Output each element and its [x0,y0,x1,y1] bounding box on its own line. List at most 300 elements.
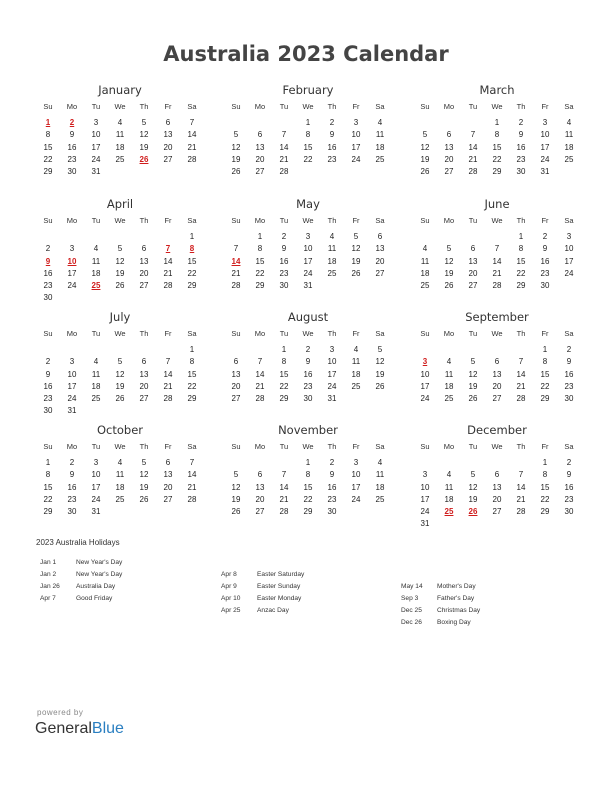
day-cell: 31 [303,281,313,291]
day-cell: 5 [422,130,428,140]
weekday-label: Tu [468,102,478,111]
day-cell: 28 [255,394,265,404]
day-cell: 5 [117,357,123,367]
weekday-label: Sa [187,216,197,225]
day-cell: 14 [163,369,173,379]
week-row [36,469,204,481]
day-cell: 16 [279,256,289,266]
day-cell: 2 [69,458,75,467]
empty-day-cell [60,344,84,356]
day-cell: 1 [305,118,311,127]
day-cell: 18 [375,142,385,152]
day-cell: 10 [351,470,361,480]
day-cell: 2 [45,357,51,367]
day-cell: 7 [233,244,239,254]
holiday-name: Australia Day [76,583,116,590]
day-cell: 5 [353,232,359,241]
weekday-label: Sa [187,442,197,451]
day-cell: 12 [444,256,454,266]
empty-day-cell [156,405,180,417]
empty-day-cell [368,280,392,292]
day-cell: 1 [542,458,548,467]
empty-day-cell [368,506,392,518]
empty-day-cell [224,344,248,356]
holiday-item [221,605,304,617]
week-row [224,243,392,255]
day-cell: 14 [516,369,526,379]
day-cell: 11 [351,357,361,367]
empty-day-cell [132,344,156,356]
holiday-name: Good Friday [76,595,113,602]
holiday-date: Jan 1 [40,559,57,566]
day-cell: 28 [516,507,526,517]
day-cell: 6 [377,232,383,241]
day-cell: 17 [303,256,313,266]
week-row [224,268,392,280]
day-cell: 26 [139,154,149,164]
day-cell: 3 [69,357,75,367]
day-cell: 22 [43,154,53,164]
week-row [224,166,392,178]
day-cell: 11 [444,369,454,379]
empty-day-cell [413,117,437,129]
weekday-label: We [302,216,314,225]
week-row [224,494,392,506]
day-cell: 8 [542,470,548,480]
weekday-label: Tu [279,329,289,338]
day-cell: 2 [329,118,335,127]
holiday-date: Apr 8 [221,571,237,578]
month-name: January [98,83,142,97]
empty-day-cell [509,344,533,356]
day-cell: 7 [470,130,476,140]
day-cell: 16 [516,142,526,152]
holiday-name: Easter Monday [257,595,302,602]
day-cell: 21 [516,494,526,504]
day-cell: 31 [327,394,337,404]
day-cell: 20 [375,256,385,266]
week-row [413,381,581,393]
day-cell: 6 [494,357,500,367]
day-cell: 24 [91,154,101,164]
day-cell: 15 [303,142,313,152]
day-cell: 29 [492,167,502,177]
empty-day-cell [36,344,60,356]
empty-day-cell [132,506,156,518]
weekday-label: Tu [468,442,478,451]
day-cell: 10 [67,256,77,266]
weekday-label: Mo [254,102,266,111]
day-cell: 12 [375,357,385,367]
day-cell: 22 [303,154,313,164]
day-cell: 3 [542,118,548,127]
week-row [413,369,581,381]
weekday-label: Tu [91,442,101,451]
day-cell: 31 [540,167,550,177]
weekday-label: Th [139,216,149,225]
day-cell: 4 [377,118,383,127]
weekday-label: Fr [352,216,360,225]
day-cell: 27 [139,281,149,291]
day-cell: 9 [69,130,75,140]
month-october [36,422,204,518]
day-cell: 28 [187,154,197,164]
day-cell: 10 [420,369,430,379]
day-cell: 5 [446,244,452,254]
day-cell: 17 [91,142,101,152]
day-cell: 5 [470,357,476,367]
day-cell: 9 [518,130,524,140]
day-cell: 30 [303,394,313,404]
day-cell: 15 [187,369,197,379]
day-cell: 20 [492,381,502,391]
day-cell: 10 [91,470,101,480]
weekday-label: We [491,216,503,225]
week-row [224,142,392,154]
day-cell: 1 [518,232,524,241]
day-cell: 13 [492,482,502,492]
weekday-label: Su [420,102,430,111]
day-cell: 14 [516,482,526,492]
day-cell: 31 [91,507,101,517]
day-cell: 1 [45,458,51,467]
day-cell: 12 [420,142,430,152]
weekday-label: Sa [375,329,385,338]
day-cell: 3 [93,458,99,467]
day-cell: 9 [566,470,572,480]
weekday-label: Tu [91,329,101,338]
day-cell: 19 [139,482,149,492]
empty-day-cell [344,506,368,518]
day-cell: 12 [139,470,149,480]
weekday-label: Th [516,102,526,111]
day-cell: 31 [420,519,430,529]
day-cell: 10 [91,130,101,140]
day-cell: 2 [518,118,524,127]
day-cell: 14 [279,482,289,492]
weekday-label: Tu [279,102,289,111]
empty-day-cell [224,117,248,129]
weekday-label: Th [139,102,149,111]
day-cell: 9 [45,369,51,379]
day-cell: 28 [516,394,526,404]
day-cell: 22 [279,381,289,391]
week-row [36,243,204,255]
day-cell: 12 [468,482,478,492]
day-cell: 27 [139,394,149,404]
day-cell: 14 [187,470,197,480]
empty-day-cell [344,393,368,405]
weekday-label: Fr [352,102,360,111]
month-january [36,82,204,178]
day-cell: 20 [255,494,265,504]
week-row [413,231,581,243]
empty-day-cell [156,506,180,518]
week-row [36,129,204,141]
holiday-name: Anzac Day [257,607,289,614]
empty-day-cell [180,506,204,518]
day-cell: 4 [377,458,383,467]
weekday-label: Sa [187,102,197,111]
day-cell: 25 [91,281,101,291]
week-row [36,142,204,154]
weekday-header [36,215,204,229]
day-cell: 26 [375,381,385,391]
day-cell: 27 [492,507,502,517]
day-cell: 23 [516,154,526,164]
day-cell: 3 [329,345,335,354]
week-row [36,494,204,506]
day-cell: 15 [492,142,502,152]
week-row [413,457,581,469]
month-name: May [296,197,320,211]
day-cell: 14 [255,369,265,379]
empty-day-cell [461,457,485,469]
day-cell: 31 [67,406,77,416]
empty-day-cell [248,457,272,469]
day-cell: 22 [540,381,550,391]
weekday-label: We [491,102,503,111]
day-cell: 28 [231,281,241,291]
day-cell: 28 [279,507,289,517]
day-cell: 26 [231,507,241,517]
day-cell: 26 [444,281,454,291]
weekday-label: Su [420,442,430,451]
weekday-label: Fr [541,442,549,451]
week-row [36,457,204,469]
day-cell: 25 [115,494,125,504]
week-row [413,243,581,255]
day-cell: 17 [327,369,337,379]
day-cell: 8 [281,357,287,367]
day-cell: 4 [446,470,452,480]
day-cell: 20 [492,494,502,504]
weekday-label: Fr [541,102,549,111]
day-cell: 27 [444,167,454,177]
week-row [36,154,204,166]
day-cell: 15 [255,256,265,266]
weekday-label: We [114,102,126,111]
day-cell: 4 [117,458,123,467]
generalblue-logo[interactable] [35,720,124,738]
day-cell: 5 [233,470,239,480]
day-cell: 17 [91,482,101,492]
day-cell: 11 [444,482,454,492]
weekday-label: Mo [66,216,78,225]
day-cell: 18 [351,369,361,379]
day-cell: 27 [231,394,241,404]
empty-day-cell [533,518,557,530]
day-cell: 30 [516,167,526,177]
weekday-header [36,101,204,115]
month-name: June [484,197,510,211]
empty-day-cell [156,292,180,304]
day-cell: 18 [444,381,454,391]
empty-day-cell [344,166,368,178]
day-cell: 13 [444,142,454,152]
day-cell: 28 [279,167,289,177]
empty-day-cell [320,166,344,178]
day-cell: 16 [67,142,77,152]
empty-day-cell [368,166,392,178]
day-cell: 14 [163,256,173,266]
week-row [224,506,392,518]
day-cell: 1 [189,345,195,354]
day-cell: 21 [279,494,289,504]
month-december [413,422,581,531]
day-cell: 23 [67,154,77,164]
day-cell: 24 [564,268,574,278]
day-cell: 3 [353,118,359,127]
weekday-label: Th [327,329,337,338]
day-cell: 6 [141,357,147,367]
week-row [224,369,392,381]
day-cell: 5 [141,118,147,127]
day-cell: 2 [69,118,75,127]
empty-day-cell [108,344,132,356]
weekday-label: Su [231,102,241,111]
day-cell: 3 [353,458,359,467]
weekday-label: Su [43,442,53,451]
holiday-name: Father's Day [437,595,475,602]
day-cell: 27 [255,507,265,517]
weekday-label: Su [231,216,241,225]
empty-day-cell [485,457,509,469]
day-cell: 28 [468,167,478,177]
day-cell: 4 [353,345,359,354]
empty-day-cell [461,518,485,530]
holiday-date: Apr 25 [221,607,241,614]
day-cell: 29 [516,281,526,291]
day-cell: 24 [303,268,313,278]
weekday-label: We [491,329,503,338]
month-name: July [109,310,131,324]
day-cell: 22 [43,494,53,504]
weekday-label: We [491,442,503,451]
day-cell: 11 [91,256,101,266]
empty-day-cell [132,405,156,417]
empty-day-cell [272,117,296,129]
day-cell: 14 [492,256,502,266]
day-cell: 2 [45,244,51,254]
month-name: August [287,310,329,324]
empty-day-cell [84,231,108,243]
day-cell: 13 [468,256,478,266]
day-cell: 21 [163,268,173,278]
day-cell: 23 [43,394,53,404]
day-cell: 25 [115,154,125,164]
month-name: October [96,423,144,437]
weekday-label: Th [327,216,337,225]
weekday-header [224,328,392,342]
week-row [36,482,204,494]
empty-day-cell [108,166,132,178]
week-row [224,381,392,393]
day-cell: 10 [67,369,77,379]
week-row [413,506,581,518]
empty-day-cell [108,292,132,304]
weekday-label: Fr [164,329,172,338]
day-cell: 24 [67,394,77,404]
day-cell: 25 [91,394,101,404]
weekday-label: Fr [541,216,549,225]
day-cell: 28 [163,394,173,404]
weekday-label: Th [139,329,149,338]
day-cell: 15 [187,256,197,266]
weekday-label: Mo [443,442,455,451]
empty-day-cell [108,231,132,243]
weekday-header [224,215,392,229]
weekday-label: Mo [443,102,455,111]
empty-day-cell [224,231,248,243]
month-name: September [465,310,529,324]
day-cell: 8 [189,244,195,254]
day-cell: 5 [233,130,239,140]
day-cell: 30 [67,507,77,517]
month-name: February [282,83,334,97]
day-cell: 23 [279,268,289,278]
weekday-label: Tu [468,216,478,225]
day-cell: 19 [351,256,361,266]
day-cell: 9 [45,256,51,266]
day-cell: 2 [329,458,335,467]
week-row [224,129,392,141]
empty-day-cell [368,393,392,405]
holiday-name: Mother's Day [437,583,476,590]
empty-day-cell [224,457,248,469]
day-cell: 24 [420,394,430,404]
holidays-heading: 2023 Australia Holidays [36,538,120,547]
weekday-header [413,101,581,115]
day-cell: 21 [492,268,502,278]
week-row [413,469,581,481]
day-cell: 23 [327,494,337,504]
weekday-label: Tu [91,102,101,111]
day-cell: 15 [540,482,550,492]
day-cell: 22 [187,381,197,391]
weekday-label: Mo [254,442,266,451]
empty-day-cell [84,292,108,304]
day-cell: 20 [231,381,241,391]
day-cell: 29 [540,507,550,517]
day-cell: 12 [351,244,361,254]
day-cell: 4 [566,118,572,127]
holiday-date: Apr 9 [221,583,237,590]
empty-day-cell [485,344,509,356]
month-july [36,309,204,418]
day-cell: 16 [540,256,550,266]
day-cell: 13 [163,130,173,140]
holiday-column [401,581,480,629]
day-cell: 21 [516,381,526,391]
day-cell: 18 [375,482,385,492]
day-cell: 1 [542,345,548,354]
week-row [36,292,204,304]
empty-day-cell [180,166,204,178]
month-november [224,422,392,518]
empty-day-cell [509,518,533,530]
day-cell: 9 [329,470,335,480]
weekday-label: Th [516,442,526,451]
day-cell: 18 [115,142,125,152]
day-cell: 15 [516,256,526,266]
weekday-label: Tu [279,216,289,225]
day-cell: 26 [351,268,361,278]
day-cell: 28 [163,281,173,291]
day-cell: 19 [444,268,454,278]
day-cell: 30 [327,507,337,517]
empty-day-cell [248,344,272,356]
